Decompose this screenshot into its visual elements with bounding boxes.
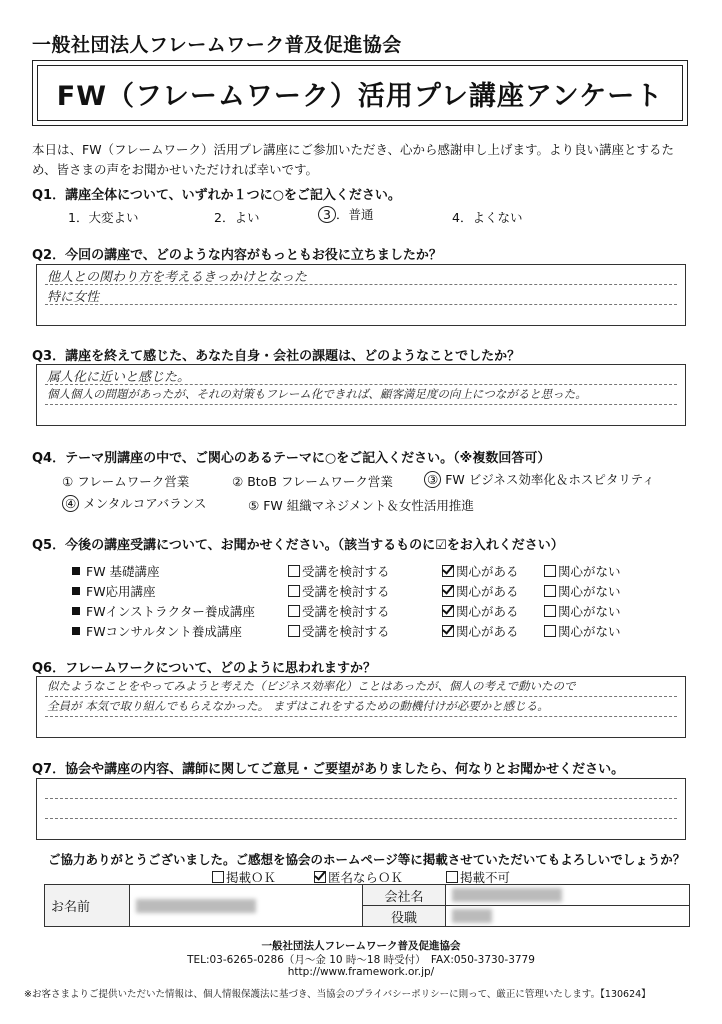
q5-row-1: FW 基礎講座 xyxy=(72,562,160,580)
q4-theme-1-text: フレームワーク営業 xyxy=(77,474,190,489)
q4-theme-1-number: ① xyxy=(62,474,74,489)
bullet-icon xyxy=(72,607,80,615)
name-field[interactable] xyxy=(130,885,363,927)
q4-theme-4[interactable] xyxy=(62,494,206,512)
bullet-icon xyxy=(72,567,80,575)
consent-ok[interactable]: 掲載ＯＫ xyxy=(212,868,276,886)
privacy-notice: ※お客さまよりご提供いただいた情報は、個人情報保護法に基づき、当協会のプライバシーポリシーに則って、厳正に管理いたします。【130624】 xyxy=(24,989,651,1000)
organization-name: 一般社団法人フレームワーク普及促進協会 xyxy=(32,34,402,56)
position-field[interactable] xyxy=(446,906,690,927)
q4-theme-5-text: FW 組織マネジメント＆女性活用推進 xyxy=(263,498,474,513)
q4-theme-3-number: ③ xyxy=(424,471,441,488)
bullet-icon xyxy=(72,627,80,635)
checkbox-checked-icon xyxy=(442,605,454,617)
q6-label: Q6．フレームワークについて、どのように思われますか？ xyxy=(32,661,377,676)
q4-theme-1[interactable] xyxy=(62,472,189,490)
q5-row-3-consider[interactable]: 受講を検討する xyxy=(288,602,390,620)
q5-row-2: FW応用講座 xyxy=(72,582,156,600)
q4-theme-3-text: FW ビジネス効率化＆ホスピタリティ xyxy=(445,472,655,487)
consent-anonymous-ok[interactable]: 匿名ならＯＫ xyxy=(314,868,403,886)
q3-answer-line-1: 属人化に近いと感じた。 xyxy=(47,370,191,385)
company-field[interactable] xyxy=(446,885,690,906)
checkbox-checked-icon xyxy=(442,585,454,597)
q5-row-3: FWインストラクター養成講座 xyxy=(72,602,255,620)
q1-option-2[interactable]: 2．よい xyxy=(214,210,260,225)
intro-line-2: め、皆さまの声をお聞かせいただければ幸いです。 xyxy=(32,162,319,177)
q5-row-1-consider[interactable]: 受講を検討する xyxy=(288,562,390,580)
footer-tel: TEL:03-6265-0286（月～金 10 時～18 時受付） FAX:050-3730-3779 xyxy=(187,954,535,966)
q7-label: Q7．協会や講座の内容、講師に関してご意見・ご要望がありましたら、何なりとお聞かせください。 xyxy=(32,762,625,777)
q4-theme-5-number: ⑤ xyxy=(248,498,260,513)
q5-row-4-not-interested[interactable]: 関心がない xyxy=(544,622,621,640)
checkbox-checked-icon xyxy=(442,565,454,577)
position-label: 役職 xyxy=(363,906,446,927)
q5-row-1-not-interested[interactable]: 関心がない xyxy=(544,562,621,580)
q1-label: Q1．講座全体について、いずれか１つに○をご記入ください。 xyxy=(32,188,401,203)
q1-option-1[interactable]: 1．大変よい xyxy=(68,210,139,225)
checkbox-icon xyxy=(544,625,556,637)
title-frame xyxy=(32,60,688,126)
intro-line-1: 本日は、FW（フレームワーク）活用プレ講座にご参加いただき、心から感謝申し上げます。より良い講座とするた xyxy=(32,142,675,157)
checkbox-icon xyxy=(288,625,300,637)
checkbox-icon xyxy=(544,585,556,597)
intro-text xyxy=(32,140,692,180)
consent-not-allowed[interactable]: 掲載不可 xyxy=(446,868,510,886)
redacted-name xyxy=(136,899,256,913)
checkbox-icon xyxy=(446,871,458,883)
q4-theme-5[interactable] xyxy=(248,496,474,514)
q1-option-4[interactable]: 4．よくない xyxy=(452,210,523,225)
q2-answer-box[interactable] xyxy=(36,264,686,326)
q1-option-3[interactable] xyxy=(318,205,373,223)
q5-row-4-consider[interactable]: 受講を検討する xyxy=(288,622,390,640)
q6-answer-line-1: 似たようなことをやってみようと考えた（ビジネス効率化）ことはあったが、個人の考えで動いたので xyxy=(47,679,576,693)
q5-row-2-consider[interactable]: 受講を検討する xyxy=(288,582,390,600)
survey-title: FW（フレームワーク）活用プレ講座アンケート xyxy=(37,65,683,121)
checkbox-icon xyxy=(544,605,556,617)
q3-answer-line-2: 個人個人の問題があったが、それの対策もフレーム化できれば、顧客満足度の向上につながると思った。 xyxy=(47,387,587,401)
q4-theme-2[interactable] xyxy=(232,472,393,490)
q1-option-3-number: 3 xyxy=(318,206,336,223)
q4-theme-3[interactable] xyxy=(424,470,655,488)
checkbox-icon xyxy=(288,565,300,577)
q5-row-4-interested[interactable]: 関心がある xyxy=(442,622,519,640)
q7-answer-box[interactable] xyxy=(36,778,686,840)
q5-row-3-not-interested[interactable]: 関心がない xyxy=(544,602,621,620)
checkbox-checked-icon xyxy=(314,871,326,883)
q3-label: Q3．講座を終えて感じた、あなた自身・会社の課題は、どのようなことでしたか？ xyxy=(32,349,521,364)
checkbox-icon xyxy=(288,585,300,597)
redacted-position xyxy=(452,909,492,923)
redacted-company xyxy=(452,888,562,902)
q5-row-3-interested[interactable]: 関心がある xyxy=(442,602,519,620)
q5-label: Q5．今後の講座受講について、お聞かせください。（該当するものに☑をお入れください） xyxy=(32,538,564,553)
q4-label: Q4．テーマ別講座の中で、ご関心のあるテーマに○をご記入ください。（※複数回答可） xyxy=(32,451,551,466)
checkbox-icon xyxy=(212,871,224,883)
consent-question: ご協力ありがとうございました。ご感想を協会のホームページ等に掲載させていただいてもよろしいでしょうか？ xyxy=(48,852,686,867)
q4-theme-2-text: BtoB フレームワーク営業 xyxy=(247,474,393,489)
q2-answer-line-1: 他人との関わり方を考えるきっかけとなった xyxy=(47,270,308,285)
q2-label: Q2．今回の講座で、どのような内容がもっともお役に立ちましたか？ xyxy=(32,248,442,263)
q5-row-2-interested[interactable]: 関心がある xyxy=(442,582,519,600)
checkbox-checked-icon xyxy=(442,625,454,637)
bullet-icon xyxy=(72,587,80,595)
q3-answer-box[interactable] xyxy=(36,364,686,426)
company-label: 会社名 xyxy=(363,885,446,906)
q2-answer-line-2: 特に女性 xyxy=(47,290,100,305)
footer-org: 一般社団法人フレームワーク普及促進協会 xyxy=(261,940,461,952)
q1-option-3-text: ．普通 xyxy=(335,207,374,222)
checkbox-icon xyxy=(288,605,300,617)
q4-theme-4-text: メンタルコアバランス xyxy=(83,496,207,511)
name-label: お名前 xyxy=(45,885,130,927)
footer-url[interactable]: http://www.framework.or.jp/ xyxy=(287,966,435,978)
q4-theme-4-number: ④ xyxy=(62,495,79,512)
q6-answer-box[interactable] xyxy=(36,676,686,738)
q4-theme-2-number: ② xyxy=(232,474,244,489)
q5-row-1-interested[interactable]: 関心がある xyxy=(442,562,519,580)
respondent-info-table xyxy=(44,884,690,927)
q5-row-4: FWコンサルタント養成講座 xyxy=(72,622,242,640)
checkbox-icon xyxy=(544,565,556,577)
q6-answer-line-2: 全員が 本気で取り組んでもらえなかった。 まずはこれをするための動機付けが必要かと感じる。 xyxy=(47,699,549,713)
q5-row-2-not-interested[interactable]: 関心がない xyxy=(544,582,621,600)
